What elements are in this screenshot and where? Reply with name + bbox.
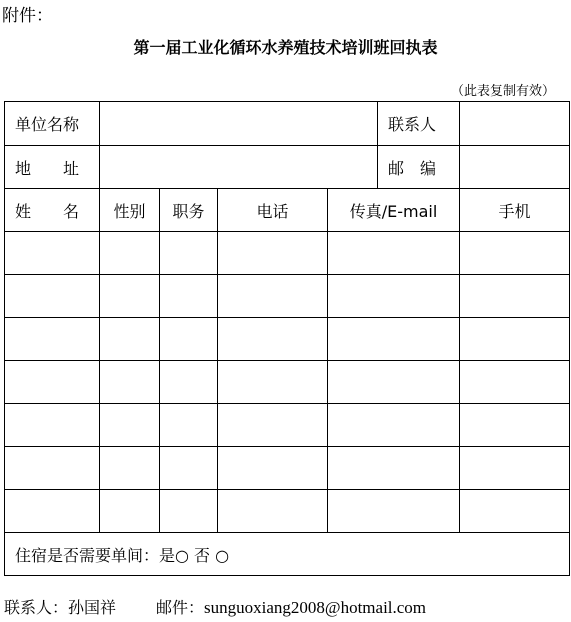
table-cell[interactable] [460, 447, 570, 490]
column-header-mobile: 手机 [460, 189, 570, 232]
column-header-phone: 电话 [218, 189, 328, 232]
table-cell[interactable] [460, 361, 570, 404]
table-cell[interactable] [218, 404, 328, 447]
table-cell[interactable] [5, 318, 100, 361]
table-cell[interactable] [100, 318, 160, 361]
column-header-row [5, 189, 570, 232]
table-row [5, 404, 570, 447]
footer [4, 595, 426, 618]
table-cell[interactable] [328, 318, 460, 361]
table-row [5, 361, 570, 404]
table-row [5, 318, 570, 361]
footer-email-value[interactable]: sunguoxiang2008@hotmail.com [204, 598, 427, 617]
column-header-position: 职务 [160, 189, 218, 232]
table-cell[interactable] [460, 490, 570, 533]
form-title: 第一届工业化循环水养殖技术培训班回执表 [133, 38, 438, 57]
table-cell[interactable] [100, 490, 160, 533]
table-cell[interactable] [100, 232, 160, 275]
table-cell[interactable] [460, 275, 570, 318]
column-header-name: 姓 名 [5, 189, 100, 232]
table-cell[interactable] [5, 232, 100, 275]
table-row [5, 447, 570, 490]
table-cell[interactable] [328, 232, 460, 275]
registration-form [4, 101, 570, 576]
table-cell[interactable] [160, 404, 218, 447]
table-cell[interactable] [5, 490, 100, 533]
table-cell[interactable] [328, 447, 460, 490]
table-row [5, 232, 570, 275]
table-cell[interactable] [160, 318, 218, 361]
table-cell[interactable] [100, 404, 160, 447]
table-cell[interactable] [160, 490, 218, 533]
table-cell[interactable] [218, 232, 328, 275]
postcode-label: 邮 编 [378, 146, 460, 189]
column-header-fax-email: 传真/E-mail [328, 189, 460, 232]
footer-email-label: 邮件： [156, 598, 205, 617]
contact-person-label: 联系人 [378, 102, 460, 146]
table-cell[interactable] [100, 447, 160, 490]
table-cell[interactable] [160, 232, 218, 275]
footer-contact: 联系人：孙国祥 [4, 598, 117, 617]
table-cell[interactable] [460, 318, 570, 361]
table-row [5, 275, 570, 318]
address-label: 地 址 [5, 146, 100, 189]
table-cell[interactable] [5, 404, 100, 447]
address-field[interactable] [100, 146, 378, 189]
table-cell[interactable] [328, 404, 460, 447]
table-cell[interactable] [160, 361, 218, 404]
column-header-gender: 性别 [100, 189, 160, 232]
copy-valid-note: （此表复制有效） [450, 84, 555, 99]
table-cell[interactable] [328, 490, 460, 533]
table-cell[interactable] [328, 275, 460, 318]
table-cell[interactable] [218, 447, 328, 490]
table-cell[interactable] [460, 232, 570, 275]
unit-name-label: 单位名称 [5, 102, 100, 146]
table-cell[interactable] [160, 447, 218, 490]
table-cell[interactable] [218, 361, 328, 404]
table-cell[interactable] [100, 361, 160, 404]
table-cell[interactable] [218, 318, 328, 361]
table-row [5, 490, 570, 533]
table-cell[interactable] [460, 404, 570, 447]
postcode-field[interactable] [460, 146, 570, 189]
table-cell[interactable] [218, 275, 328, 318]
table-cell[interactable] [160, 275, 218, 318]
table-cell[interactable] [5, 447, 100, 490]
table-cell[interactable] [100, 275, 160, 318]
unit-name-field[interactable] [100, 102, 378, 146]
contact-person-field[interactable] [460, 102, 570, 146]
participant-rows [5, 232, 570, 533]
table-cell[interactable] [5, 275, 100, 318]
table-cell[interactable] [328, 361, 460, 404]
table-cell[interactable] [218, 490, 328, 533]
lodging-question[interactable]: 住宿是否需要单间：是○ 否 ○ [5, 533, 570, 576]
attachment-label: 附件： [2, 6, 53, 26]
table-cell[interactable] [5, 361, 100, 404]
